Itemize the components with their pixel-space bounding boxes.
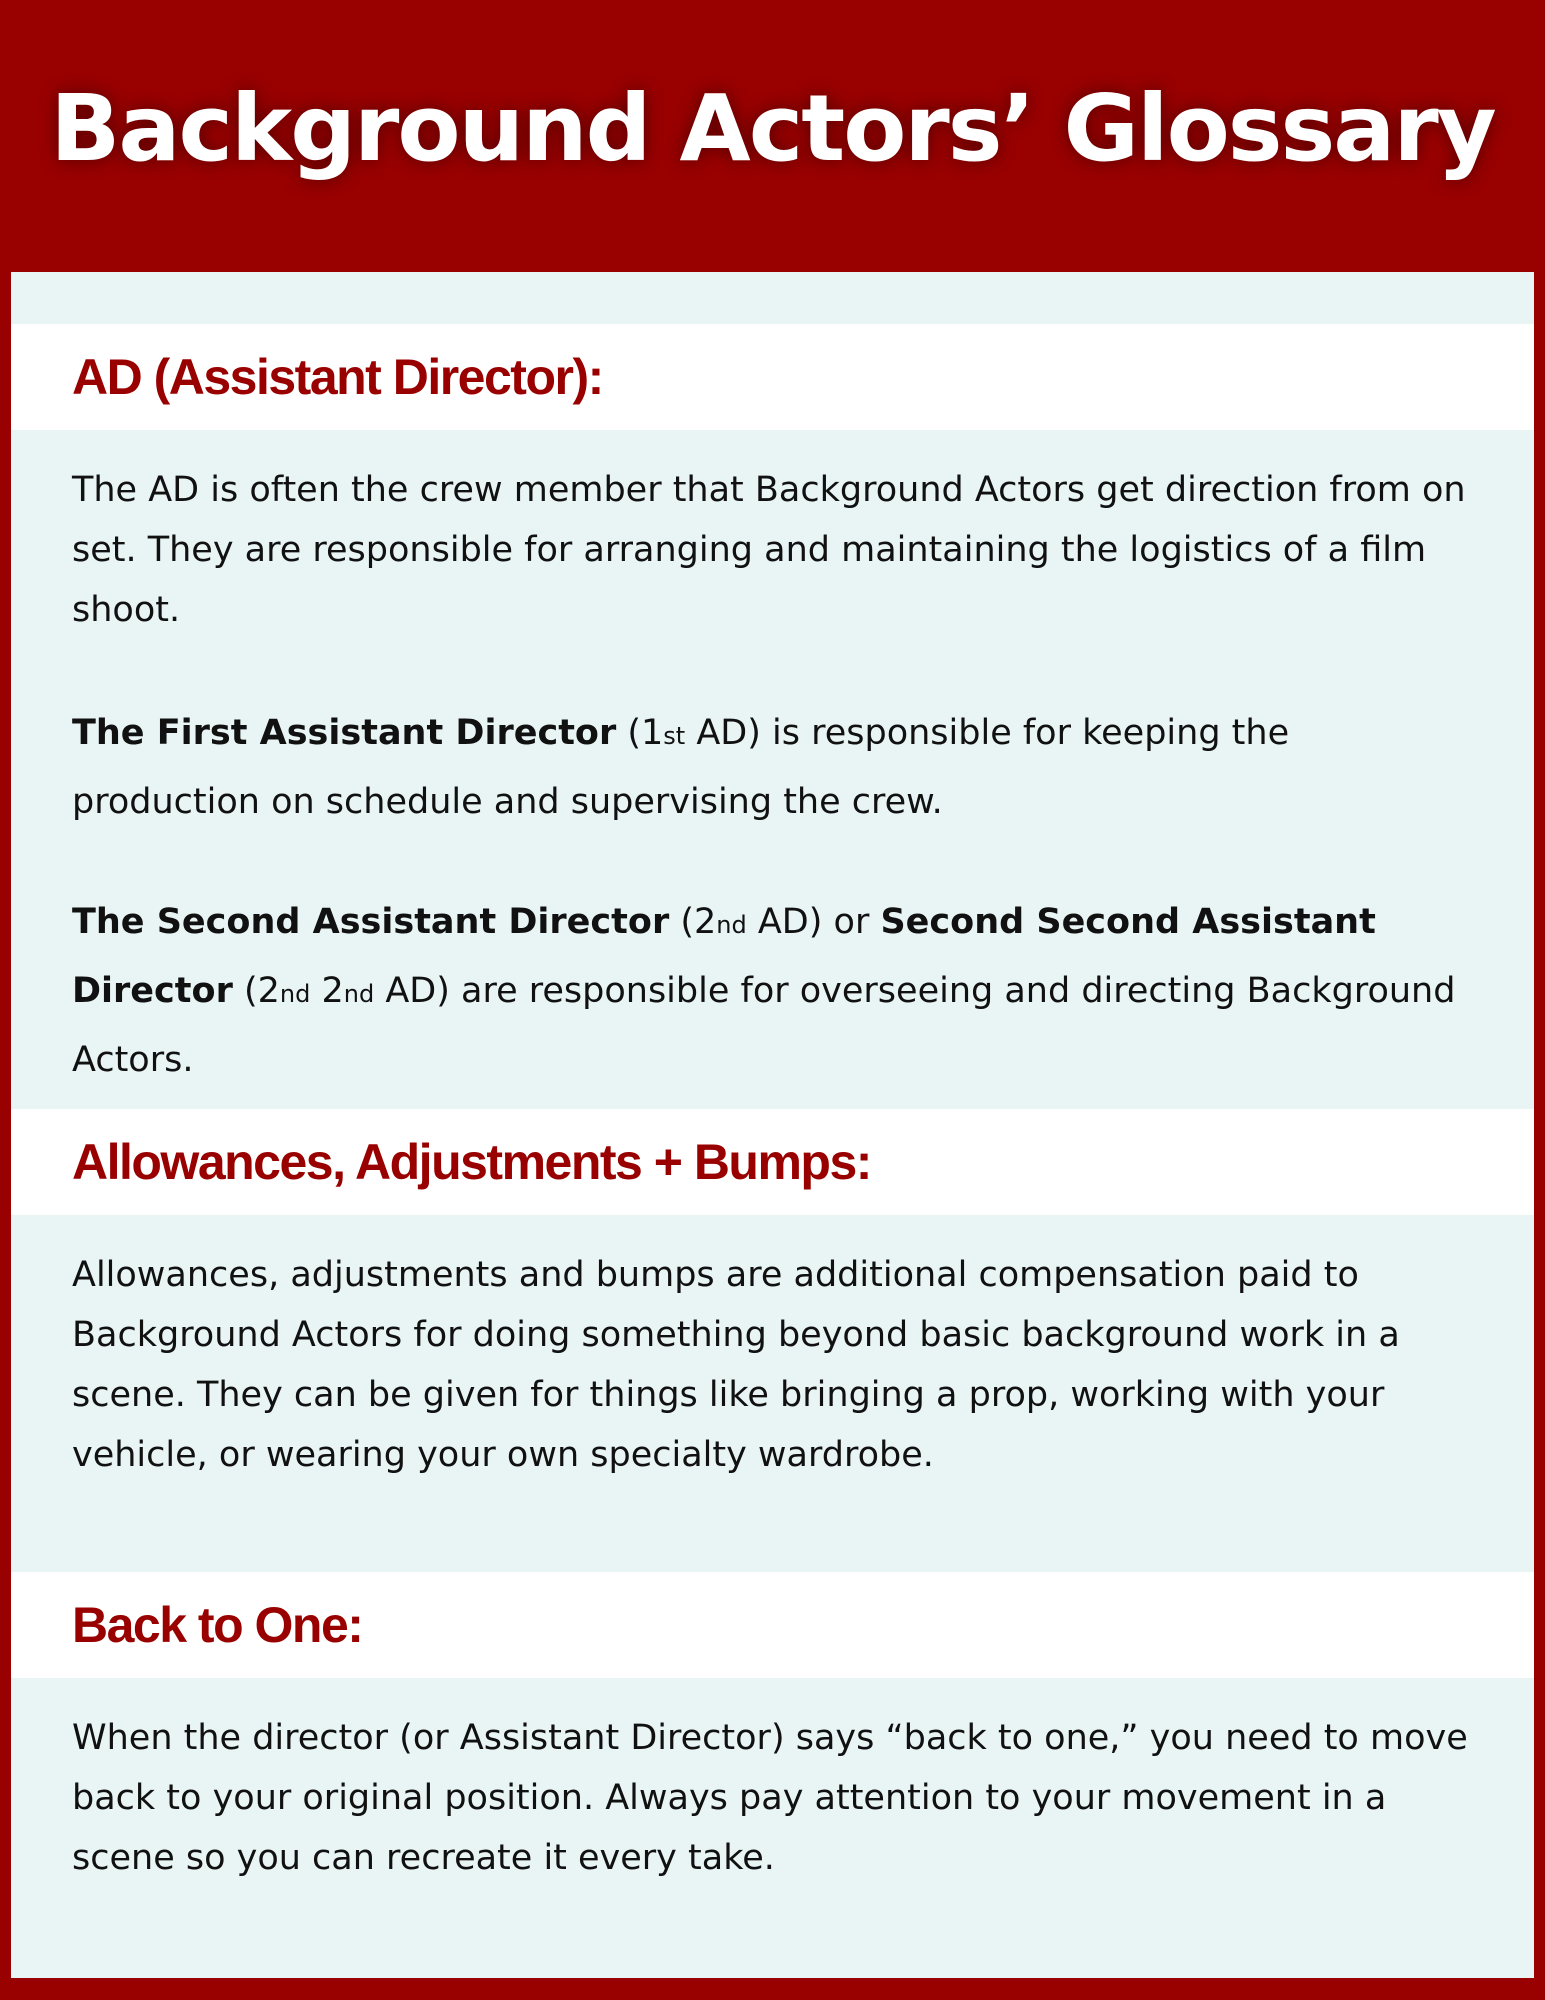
term-definition-ad	[11, 430, 1534, 1109]
text: (1	[616, 713, 664, 753]
ordinal-suffix: nd	[716, 911, 747, 939]
term-title: AD (Assistant Director):	[72, 349, 603, 405]
ordinal-suffix: nd	[279, 980, 311, 1008]
term-heading-allowances	[11, 1109, 1534, 1215]
definition-paragraph: When the director (or Assistant Director) says “back to one,” you need to move back to your original position. Always pay attention to your movement in a scene so you can recreate it every take.	[72, 1718, 1468, 1878]
text: 2	[310, 971, 344, 1011]
definition-paragraph: Allowances, adjustments and bumps are additional compensation paid to Background Actors for doing something beyond basic background work in a scene. They can be given for things like bringing a prop, working with your vehicle, or wearing your own specialty wardrobe.	[72, 1255, 1400, 1475]
text: AD) or	[746, 902, 881, 942]
glossary-panel	[11, 272, 1534, 1978]
definition-paragraph	[72, 889, 1473, 1093]
page-title: Background Actors’ Glossary	[50, 74, 1495, 182]
header-banner	[0, 0, 1545, 272]
bold-term: The Second Assistant Director	[72, 902, 670, 942]
definition-paragraph: The AD is often the crew member that Background Actors get direction from on set. They are responsible for arranging and maintaining the logistics of a film shoot.	[72, 470, 1466, 630]
ordinal-suffix: nd	[343, 980, 375, 1008]
term-heading-back-to-one	[11, 1572, 1534, 1678]
top-spacer	[11, 272, 1534, 324]
term-title: Allowances, Adjustments + Bumps:	[72, 1134, 871, 1190]
definition-paragraph	[72, 700, 1473, 835]
ordinal-suffix: st	[663, 722, 686, 750]
text: AD) are responsible for overseeing and directing Background Actors.	[72, 971, 1456, 1080]
term-title: Back to One:	[72, 1597, 363, 1653]
term-definition-back-to-one	[11, 1678, 1534, 1977]
text: AD) is responsible for keeping the production on schedule and supervising the crew.	[72, 713, 1290, 822]
bold-term: The First Assistant Director	[72, 713, 617, 753]
bold-term: Second Second Assistant Director	[72, 902, 1376, 1011]
term-definition-allowances	[11, 1215, 1534, 1572]
text: (2	[232, 971, 280, 1011]
text: (2	[669, 902, 717, 942]
term-heading-ad	[11, 324, 1534, 430]
